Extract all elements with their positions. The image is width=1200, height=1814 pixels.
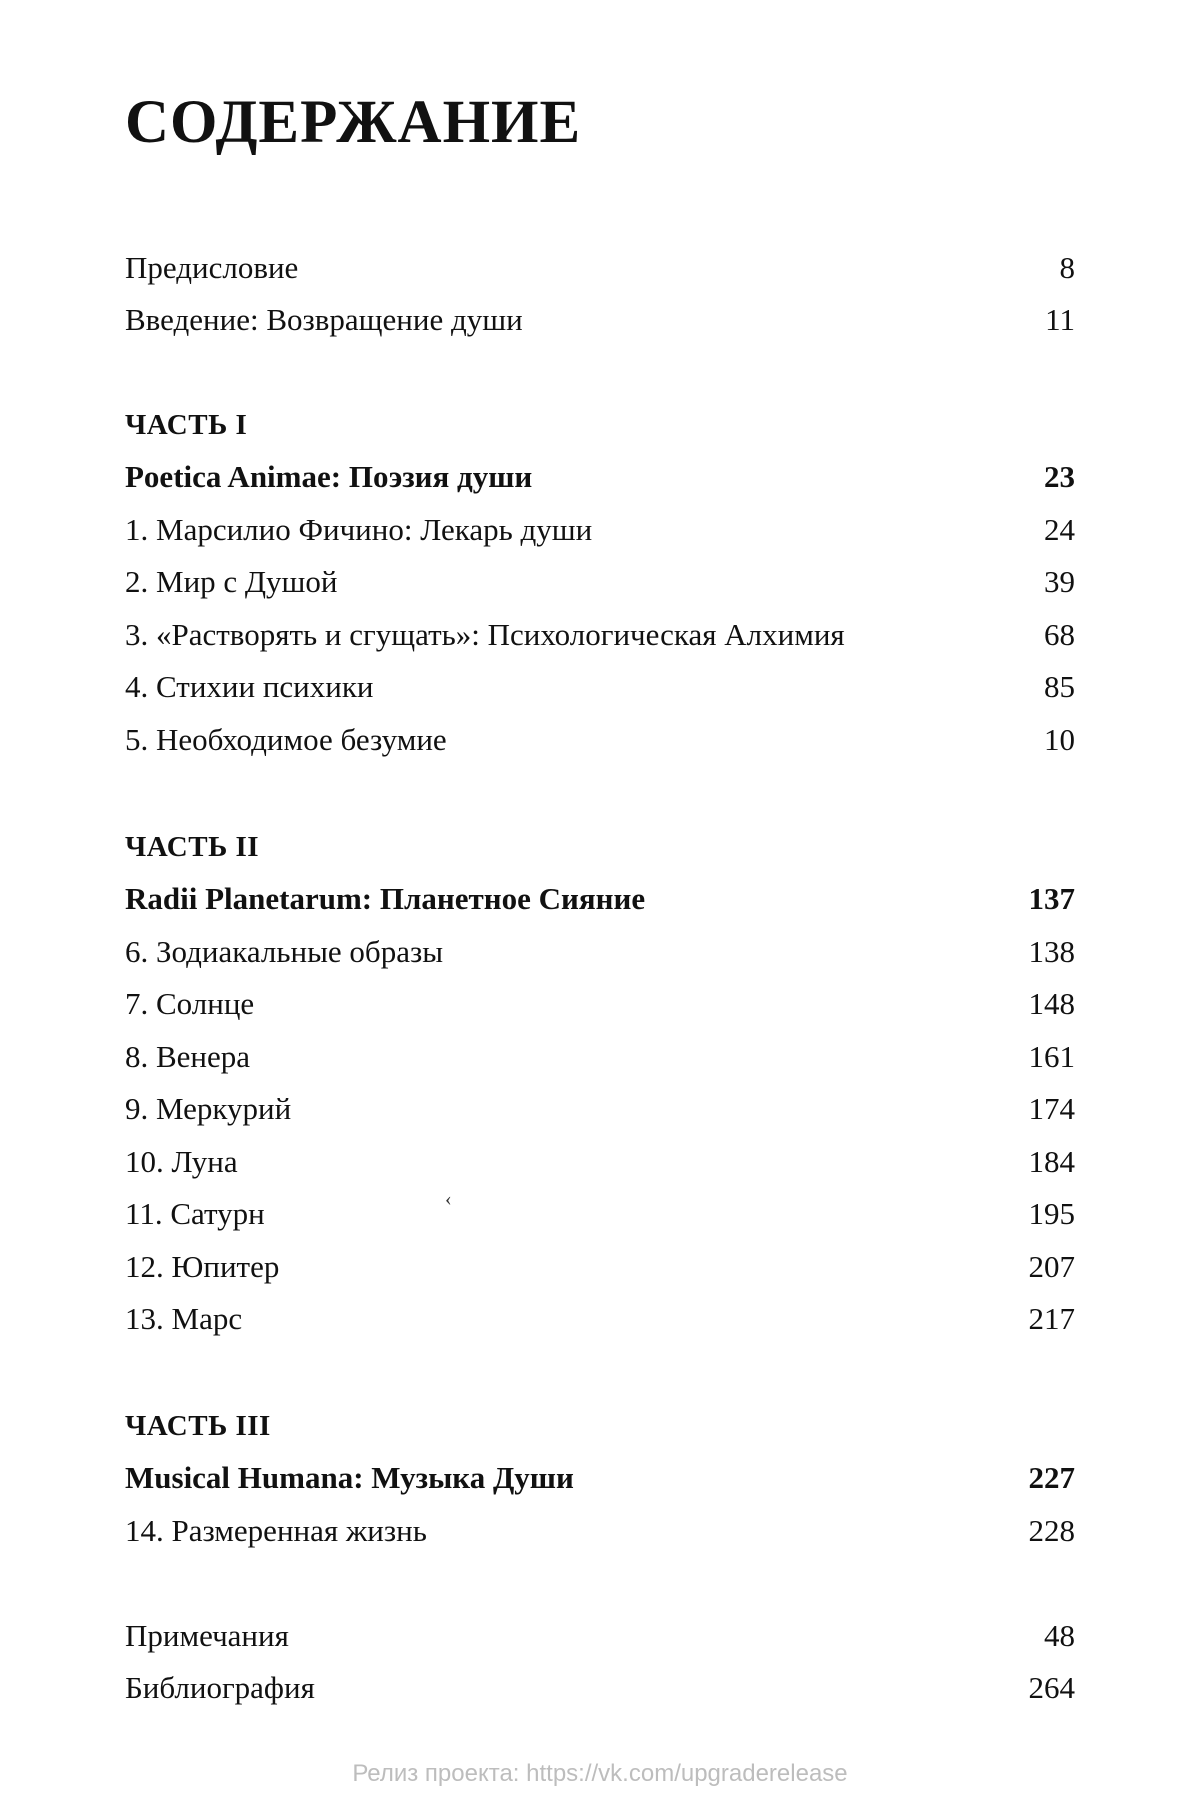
toc-entry-page: 264	[1028, 1670, 1075, 1705]
toc-entry-page: 85	[1044, 669, 1075, 704]
toc-entry-page: 184	[1028, 1144, 1075, 1179]
toc-entry-label: 13. Марс	[125, 1301, 243, 1336]
toc-entry-chapter-11	[125, 1194, 1075, 1234]
toc-entry-label: 2. Мир с Душой	[125, 564, 338, 599]
toc-entry-label: 11. Сатурн	[125, 1196, 265, 1231]
page-title: СОДЕРЖАНИЕ	[125, 89, 582, 156]
toc-entry-page: 228	[1028, 1513, 1075, 1548]
toc-entry-label: Poetica Animae: Поэзия души	[125, 459, 533, 494]
toc-entry-label: 10. Луна	[125, 1144, 238, 1179]
toc-entry-chapter-12	[125, 1247, 1075, 1287]
toc-entry-page: 68	[1044, 617, 1075, 652]
toc-entry-page: 8	[1059, 250, 1075, 285]
toc-entry-page: 161	[1028, 1039, 1075, 1074]
toc-entry-notes	[125, 1616, 1075, 1656]
toc-entry-chapter-3	[125, 615, 1075, 655]
part-3-heading: ЧАСТЬ III	[125, 1410, 271, 1442]
toc-entry-page: 48	[1044, 1618, 1075, 1653]
toc-entry-label: 4. Стихии психики	[125, 669, 374, 704]
toc-entry-chapter-5	[125, 720, 1075, 760]
toc-entry-chapter-1	[125, 510, 1075, 550]
scan-speck: ‹	[445, 1188, 452, 1210]
toc-entry-label: 9. Меркурий	[125, 1091, 292, 1126]
toc-entry-page: 39	[1044, 564, 1075, 599]
toc-entry-page: 217	[1028, 1301, 1075, 1336]
toc-entry-page: 137	[1028, 881, 1075, 916]
toc-entry-page: 24	[1044, 512, 1075, 547]
toc-entry-preface	[125, 248, 1075, 288]
toc-entry-label: 8. Венера	[125, 1039, 251, 1074]
toc-entry-chapter-8	[125, 1037, 1075, 1077]
toc-entry-chapter-2	[125, 562, 1075, 602]
toc-entry-label: Radii Planetarum: Планетное Сияние	[125, 881, 646, 916]
part-3-subtitle	[125, 1458, 1075, 1498]
part-2-heading: ЧАСТЬ II	[125, 831, 260, 863]
toc-entry-chapter-4	[125, 667, 1075, 707]
toc-entry-page: 174	[1028, 1091, 1075, 1126]
part-1-heading: ЧАСТЬ I	[125, 409, 248, 441]
toc-entry-label: Musical Humana: Музыка Души	[125, 1460, 574, 1495]
toc-entry-label: Введение: Возвращение души	[125, 302, 523, 337]
toc-entry-page: 207	[1028, 1249, 1075, 1284]
toc-entry-chapter-10	[125, 1142, 1075, 1182]
toc-entry-chapter-9	[125, 1089, 1075, 1129]
toc-entry-label: Библиография	[125, 1670, 315, 1705]
toc-entry-label: 5. Необходимое безумие	[125, 722, 447, 757]
toc-entry-chapter-13	[125, 1299, 1075, 1339]
toc-entry-chapter-6	[125, 932, 1075, 972]
toc-entry-page: 195	[1028, 1196, 1075, 1231]
toc-entry-label: 6. Зодиакальные образы	[125, 934, 444, 969]
toc-entry-page: 10	[1044, 722, 1075, 757]
toc-entry-label: Примечания	[125, 1618, 289, 1653]
toc-entry-page: 227	[1028, 1460, 1075, 1495]
toc-entry-chapter-14	[125, 1511, 1075, 1551]
toc-entry-label: 14. Размеренная жизнь	[125, 1513, 427, 1548]
toc-entry-page: 11	[1045, 302, 1075, 337]
toc-entry-introduction	[125, 300, 1075, 340]
toc-entry-label: 7. Солнце	[125, 986, 255, 1021]
toc-entry-label: 1. Марсилио Фичино: Лекарь души	[125, 512, 593, 547]
toc-entry-bibliography	[125, 1668, 1075, 1708]
part-2-subtitle	[125, 879, 1075, 919]
toc-entry-chapter-7	[125, 984, 1075, 1024]
part-1-subtitle	[125, 457, 1075, 497]
toc-entry-page: 138	[1028, 934, 1075, 969]
release-note: Релиз проекта: https://vk.com/upgraderelease	[352, 1760, 848, 1787]
toc-entry-label: 3. «Растворять и сгущать»: Психологическая Алхимия	[125, 617, 845, 652]
toc-entry-page: 148	[1028, 986, 1075, 1021]
toc-entry-page: 23	[1044, 459, 1075, 494]
toc-entry-label: Предисловие	[125, 250, 299, 285]
toc-entry-label: 12. Юпитер	[125, 1249, 280, 1284]
